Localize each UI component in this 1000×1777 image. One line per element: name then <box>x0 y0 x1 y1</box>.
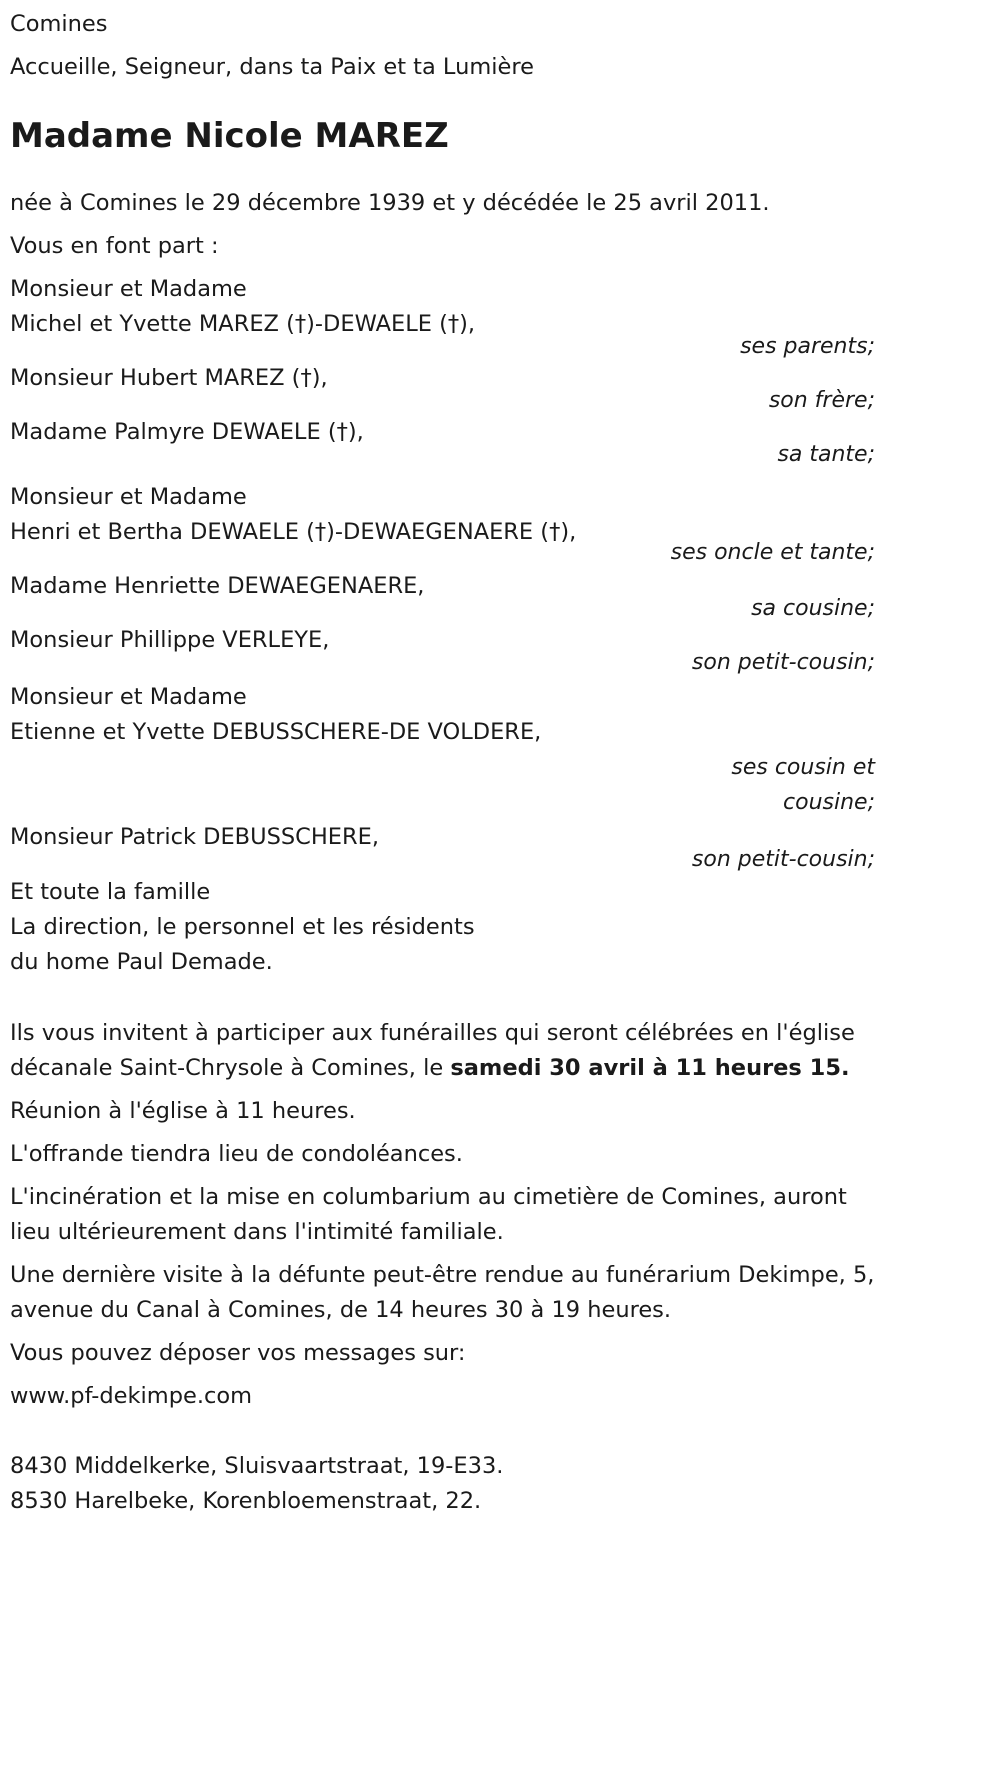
family-relation: cousine; <box>783 790 875 815</box>
family-name-line: Monsieur et Madame <box>10 484 247 510</box>
family-name-line: Monsieur Hubert MAREZ (†), <box>10 365 328 391</box>
funeral-date: samedi 30 avril à 11 heures 15. <box>450 1055 850 1081</box>
family-name-line: Henri et Bertha DEWAELE (†)-DEWAEGENAERE (†), <box>10 519 577 545</box>
family-relation: son petit-cousin; <box>691 650 875 675</box>
offering-line: L'offrande tiendra lieu de condoléances. <box>10 1141 463 1167</box>
location: Comines <box>10 11 108 37</box>
family-name-line: Michel et Yvette MAREZ (†)-DEWAELE (†), <box>10 311 476 337</box>
address-line: 8530 Harelbeke, Korenbloemenstraat, 22. <box>10 1488 482 1514</box>
family-entry <box>10 569 895 626</box>
family-entry <box>10 623 895 680</box>
others-line: Et toute la famille <box>10 879 211 905</box>
family-entry <box>10 480 895 570</box>
family-relation: ses cousin et <box>731 755 875 780</box>
family-name-line: Madame Henriette DEWAEGENAERE, <box>10 573 425 599</box>
family-name-line: Monsieur Patrick DEBUSSCHERE, <box>10 824 379 850</box>
invitation-text: Ils vous invitent à participer aux funérailles qui seront célébrées en l'église décanale Saint-Chrysole à Comines, le <box>10 1020 855 1081</box>
website-link[interactable]: www.pf-dekimpe.com <box>10 1383 253 1409</box>
deceased-name: Madame Nicole MAREZ <box>10 116 449 156</box>
visit-line: Une dernière visite à la défunte peut-être rendue au funérarium Dekimpe, 5, avenue du Canal à Comines, de 14 heures 30 à 19 heures. <box>10 1262 875 1323</box>
meeting-line: Réunion à l'église à 11 heures. <box>10 1098 356 1124</box>
family-name-line: Madame Palmyre DEWAELE (†), <box>10 419 364 445</box>
family-relation: son frère; <box>768 388 875 413</box>
family-relation: son petit-cousin; <box>691 847 875 872</box>
family-name-line: Monsieur et Madame <box>10 276 247 302</box>
others-block <box>10 875 895 980</box>
family-relation: ses oncle et tante; <box>670 540 875 565</box>
funeral-invitation <box>10 1016 885 1086</box>
family-relation: sa tante; <box>777 442 875 467</box>
messages-line: Vous pouvez déposer vos messages sur: <box>10 1340 466 1366</box>
family-name-line: Etienne et Yvette DEBUSSCHERE-DE VOLDERE, <box>10 719 542 745</box>
family-entry <box>10 820 895 877</box>
family-entry <box>10 415 895 472</box>
others-line: du home Paul Demade. <box>10 949 273 975</box>
cremation-line: L'incinération et la mise en columbarium au cimetière de Comines, auront lieu ultérieurement dans l'intimité familiale. <box>10 1184 847 1245</box>
family-entry <box>10 361 895 418</box>
family-name-line: Monsieur et Madame <box>10 684 247 710</box>
family-entry <box>10 680 895 820</box>
family-relation: sa cousine; <box>751 596 875 621</box>
others-line: La direction, le personnel et les résidents <box>10 914 475 940</box>
family-name-line: Monsieur Phillippe VERLEYE, <box>10 627 330 653</box>
announce-line: Vous en font part : <box>10 233 219 259</box>
address-line: 8430 Middelkerke, Sluisvaartstraat, 19-E33. <box>10 1453 504 1479</box>
birth-death-line: née à Comines le 29 décembre 1939 et y décédée le 25 avril 2011. <box>10 190 770 216</box>
family-relation: ses parents; <box>740 334 875 359</box>
family-entry <box>10 272 895 364</box>
prayer: Accueille, Seigneur, dans ta Paix et ta Lumière <box>10 54 534 80</box>
